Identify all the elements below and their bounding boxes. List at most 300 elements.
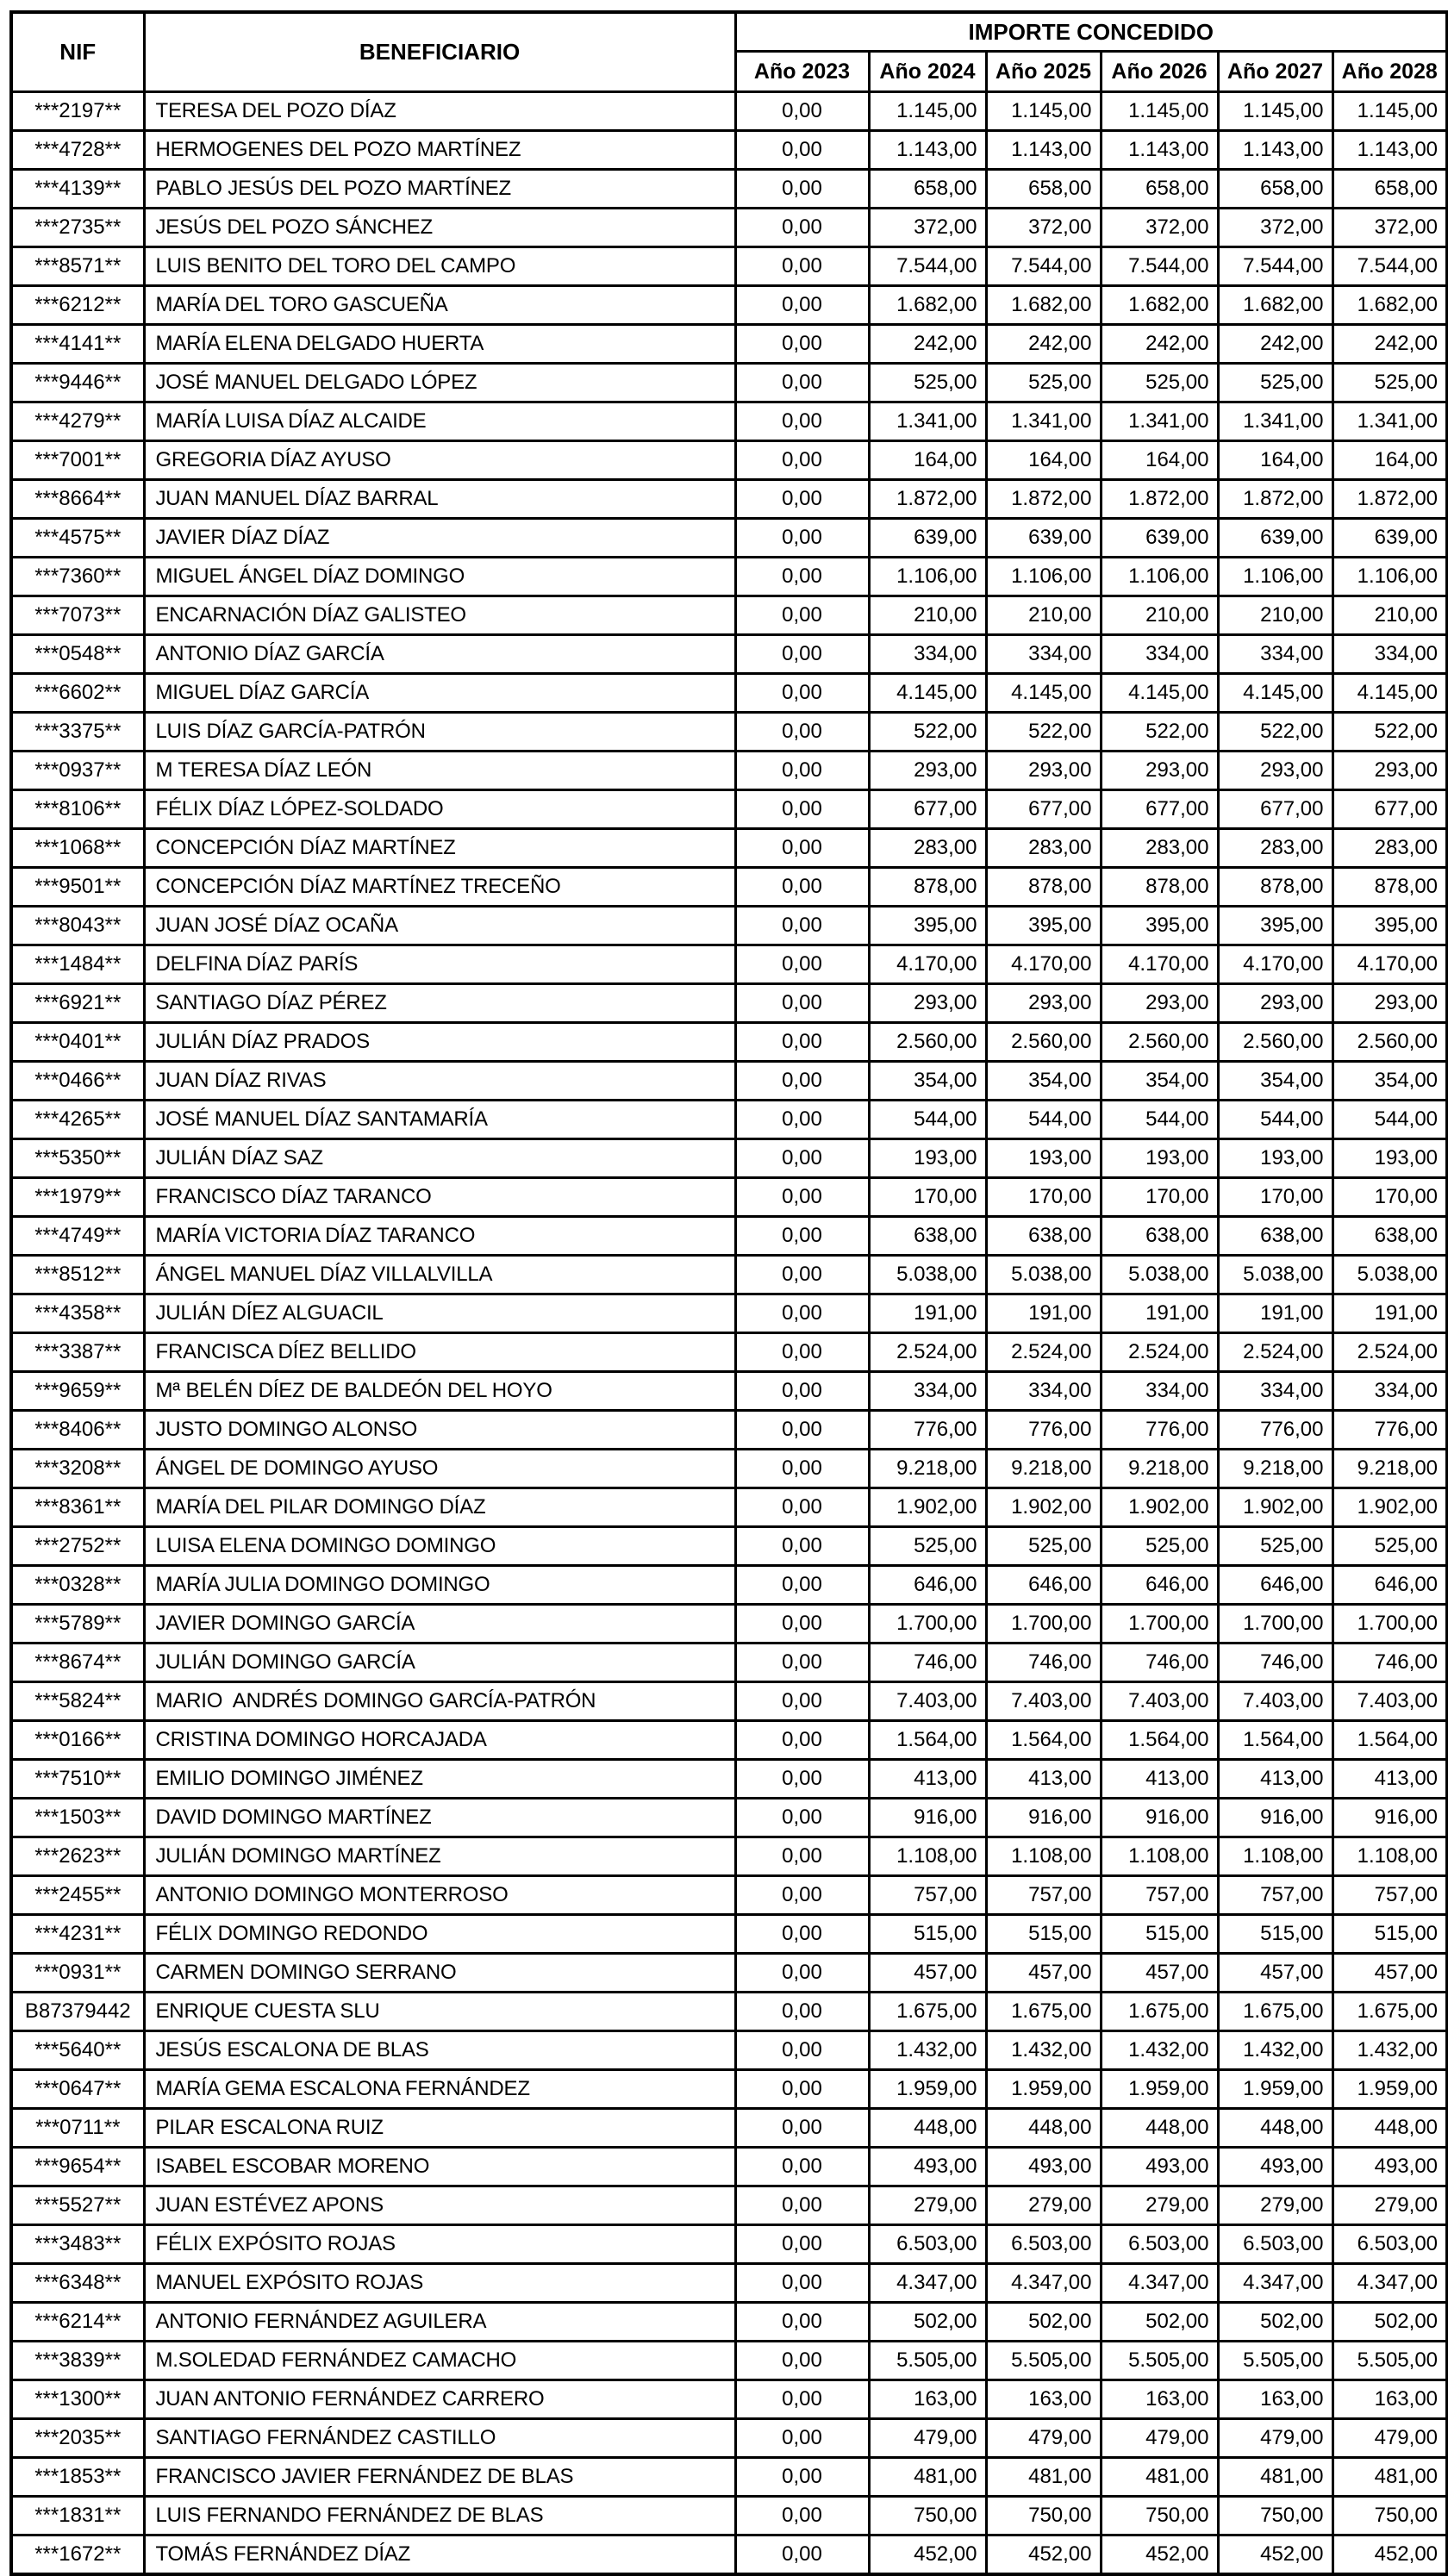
importe-cell: 522,00: [869, 713, 986, 752]
importe-cell: 413,00: [1101, 1760, 1218, 1799]
grants-table: [9, 10, 1448, 2576]
beneficiario-cell: JUAN DÍAZ RIVAS: [144, 1062, 735, 1101]
importe-cell: 0,00: [735, 325, 869, 364]
importe-cell: 1.106,00: [869, 558, 986, 596]
importe-cell: 916,00: [1218, 1799, 1333, 1837]
importe-cell: 7.544,00: [1333, 247, 1447, 286]
importe-cell: 525,00: [1101, 364, 1218, 402]
beneficiario-cell: JESÚS DEL POZO SÁNCHEZ: [144, 209, 735, 247]
beneficiario-cell: LUISA ELENA DOMINGO DOMINGO: [144, 1527, 735, 1566]
beneficiario-cell: JULIÁN DÍEZ ALGUACIL: [144, 1294, 735, 1333]
importe-cell: 750,00: [986, 2497, 1101, 2535]
importe-cell: 0,00: [735, 286, 869, 325]
header-row-top: [11, 12, 1447, 52]
importe-cell: 0,00: [735, 1488, 869, 1527]
importe-cell: 757,00: [986, 1876, 1101, 1915]
importe-cell: 0,00: [735, 907, 869, 945]
beneficiario-cell: DAVID DOMINGO MARTÍNEZ: [144, 1799, 735, 1837]
importe-cell: 1.432,00: [986, 2031, 1101, 2070]
importe-cell: 1.675,00: [1218, 1993, 1333, 2031]
nif-cell: ***9446**: [11, 364, 144, 402]
importe-cell: 7.403,00: [986, 1682, 1101, 1721]
beneficiario-cell: FRANCISCO DÍAZ TARANCO: [144, 1178, 735, 1217]
nif-cell: ***2752**: [11, 1527, 144, 1566]
importe-cell: 6.503,00: [1218, 2225, 1333, 2264]
importe-cell: 1.145,00: [1101, 92, 1218, 131]
importe-cell: 279,00: [986, 2186, 1101, 2225]
importe-cell: 525,00: [986, 1527, 1101, 1566]
importe-cell: 372,00: [1101, 209, 1218, 247]
importe-cell: 1.108,00: [986, 1837, 1101, 1876]
table-row: [11, 984, 1447, 1023]
importe-cell: 1.902,00: [869, 1488, 986, 1527]
importe-cell: 0,00: [735, 1023, 869, 1062]
importe-cell: 0,00: [735, 402, 869, 441]
nif-cell: ***0937**: [11, 752, 144, 790]
importe-cell: 481,00: [1101, 2458, 1218, 2497]
beneficiario-cell: MIGUEL ÁNGEL DÍAZ DOMINGO: [144, 558, 735, 596]
importe-cell: 0,00: [735, 92, 869, 131]
importe-cell: 522,00: [1101, 713, 1218, 752]
importe-cell: 4.347,00: [1218, 2264, 1333, 2303]
nif-cell: ***9659**: [11, 1372, 144, 1411]
importe-cell: 9.218,00: [986, 1450, 1101, 1488]
importe-cell: 334,00: [1101, 635, 1218, 674]
nif-cell: ***4728**: [11, 131, 144, 170]
beneficiario-cell: MARÍA LUISA DÍAZ ALCAIDE: [144, 402, 735, 441]
importe-cell: 0,00: [735, 790, 869, 829]
nif-cell: ***4749**: [11, 1217, 144, 1256]
importe-cell: 170,00: [1218, 1178, 1333, 1217]
importe-cell: 1.341,00: [1101, 402, 1218, 441]
beneficiario-cell: MARÍA GEMA ESCALONA FERNÁNDEZ: [144, 2070, 735, 2109]
beneficiario-cell: ÁNGEL DE DOMINGO AYUSO: [144, 1450, 735, 1488]
importe-cell: 0,00: [735, 1450, 869, 1488]
col-header-ano-2025: Año 2025: [986, 52, 1101, 92]
importe-cell: 164,00: [869, 441, 986, 480]
importe-cell: 1.432,00: [1101, 2031, 1218, 2070]
importe-cell: 525,00: [1218, 364, 1333, 402]
importe-cell: 638,00: [1101, 1217, 1218, 1256]
importe-cell: 2.524,00: [1218, 1333, 1333, 1372]
importe-cell: 916,00: [1101, 1799, 1218, 1837]
importe-cell: 0,00: [735, 2497, 869, 2535]
importe-cell: 0,00: [735, 364, 869, 402]
nif-cell: ***9654**: [11, 2148, 144, 2186]
importe-cell: 1.341,00: [869, 402, 986, 441]
nif-cell: ***6348**: [11, 2264, 144, 2303]
table-row: [11, 2070, 1447, 2109]
table-row: [11, 2264, 1447, 2303]
beneficiario-cell: JULIÁN DOMINGO GARCÍA: [144, 1644, 735, 1682]
beneficiario-cell: JUAN MANUEL DÍAZ BARRAL: [144, 480, 735, 519]
nif-cell: ***0166**: [11, 1721, 144, 1760]
importe-cell: 0,00: [735, 247, 869, 286]
importe-cell: 1.682,00: [869, 286, 986, 325]
importe-cell: 283,00: [1101, 829, 1218, 868]
table-row: [11, 325, 1447, 364]
col-header-beneficiario: BENEFICIARIO: [144, 12, 735, 92]
table-row: [11, 1333, 1447, 1372]
beneficiario-cell: CONCEPCIÓN DÍAZ MARTÍNEZ TRECEÑO: [144, 868, 735, 907]
importe-cell: 242,00: [1218, 325, 1333, 364]
importe-cell: 0,00: [735, 984, 869, 1023]
importe-cell: 193,00: [869, 1139, 986, 1178]
nif-cell: ***1831**: [11, 2497, 144, 2535]
importe-cell: 191,00: [986, 1294, 1101, 1333]
nif-cell: ***3483**: [11, 2225, 144, 2264]
importe-cell: 0,00: [735, 1605, 869, 1644]
importe-cell: 0,00: [735, 945, 869, 984]
importe-cell: 776,00: [1218, 1411, 1333, 1450]
importe-cell: 413,00: [1333, 1760, 1447, 1799]
importe-cell: 452,00: [1101, 2535, 1218, 2575]
importe-cell: 757,00: [1333, 1876, 1447, 1915]
nif-cell: ***6214**: [11, 2303, 144, 2342]
nif-cell: ***0647**: [11, 2070, 144, 2109]
table-row: [11, 2535, 1447, 2575]
table-body: [11, 92, 1447, 2575]
importe-cell: 0,00: [735, 2303, 869, 2342]
importe-cell: 293,00: [986, 752, 1101, 790]
importe-cell: 493,00: [1101, 2148, 1218, 2186]
importe-cell: 878,00: [1101, 868, 1218, 907]
importe-cell: 544,00: [1333, 1101, 1447, 1139]
nif-cell: ***1484**: [11, 945, 144, 984]
importe-cell: 916,00: [986, 1799, 1101, 1837]
beneficiario-cell: LUIS BENITO DEL TORO DEL CAMPO: [144, 247, 735, 286]
importe-cell: 0,00: [735, 1062, 869, 1101]
table-row: [11, 2303, 1447, 2342]
importe-cell: 525,00: [869, 364, 986, 402]
nif-cell: ***4231**: [11, 1915, 144, 1954]
importe-cell: 279,00: [1333, 2186, 1447, 2225]
importe-cell: 2.524,00: [1101, 1333, 1218, 1372]
beneficiario-cell: Mª BELÉN DÍEZ DE BALDEÓN DEL HOYO: [144, 1372, 735, 1411]
nif-cell: ***6921**: [11, 984, 144, 1023]
importe-cell: 4.170,00: [1218, 945, 1333, 984]
importe-cell: 354,00: [1333, 1062, 1447, 1101]
table-row: [11, 829, 1447, 868]
importe-cell: 0,00: [735, 1566, 869, 1605]
importe-cell: 4.170,00: [1101, 945, 1218, 984]
importe-cell: 2.560,00: [1333, 1023, 1447, 1062]
importe-cell: 354,00: [1218, 1062, 1333, 1101]
importe-cell: 395,00: [869, 907, 986, 945]
nif-cell: ***1300**: [11, 2380, 144, 2419]
importe-cell: 5.505,00: [1333, 2342, 1447, 2380]
beneficiario-cell: JUAN JOSÉ DÍAZ OCAÑA: [144, 907, 735, 945]
table-row: [11, 1023, 1447, 1062]
importe-cell: 395,00: [1333, 907, 1447, 945]
beneficiario-cell: JULIÁN DÍAZ SAZ: [144, 1139, 735, 1178]
importe-cell: 493,00: [1333, 2148, 1447, 2186]
beneficiario-cell: FÉLIX DOMINGO REDONDO: [144, 1915, 735, 1954]
importe-cell: 677,00: [869, 790, 986, 829]
importe-cell: 279,00: [1101, 2186, 1218, 2225]
importe-cell: 170,00: [986, 1178, 1101, 1217]
importe-cell: 7.403,00: [869, 1682, 986, 1721]
importe-cell: 0,00: [735, 131, 869, 170]
importe-cell: 9.218,00: [1218, 1450, 1333, 1488]
nif-cell: ***6602**: [11, 674, 144, 713]
nif-cell: ***2035**: [11, 2419, 144, 2458]
importe-cell: 372,00: [1333, 209, 1447, 247]
beneficiario-cell: ISABEL ESCOBAR MORENO: [144, 2148, 735, 2186]
table-row: [11, 1256, 1447, 1294]
importe-cell: 646,00: [1333, 1566, 1447, 1605]
importe-cell: 4.145,00: [1101, 674, 1218, 713]
importe-cell: 334,00: [1218, 1372, 1333, 1411]
importe-cell: 0,00: [735, 2458, 869, 2497]
importe-cell: 0,00: [735, 2380, 869, 2419]
importe-cell: 750,00: [1333, 2497, 1447, 2535]
importe-cell: 0,00: [735, 1682, 869, 1721]
importe-cell: 283,00: [1333, 829, 1447, 868]
importe-cell: 1.108,00: [869, 1837, 986, 1876]
importe-cell: 1.959,00: [1333, 2070, 1447, 2109]
beneficiario-cell: JULIÁN DÍAZ PRADOS: [144, 1023, 735, 1062]
table-row: [11, 1411, 1447, 1450]
importe-cell: 1.564,00: [1101, 1721, 1218, 1760]
nif-cell: ***3387**: [11, 1333, 144, 1372]
importe-cell: 354,00: [986, 1062, 1101, 1101]
col-header-ano-2024: Año 2024: [869, 52, 986, 92]
beneficiario-cell: ENRIQUE CUESTA SLU: [144, 1993, 735, 2031]
importe-cell: 658,00: [869, 170, 986, 209]
importe-cell: 658,00: [986, 170, 1101, 209]
beneficiario-cell: SANTIAGO DÍAZ PÉREZ: [144, 984, 735, 1023]
nif-cell: ***7001**: [11, 441, 144, 480]
importe-cell: 448,00: [869, 2109, 986, 2148]
table-row: [11, 790, 1447, 829]
table-row: [11, 1372, 1447, 1411]
importe-cell: 0,00: [735, 713, 869, 752]
table-row: [11, 1101, 1447, 1139]
nif-cell: ***1853**: [11, 2458, 144, 2497]
importe-cell: 0,00: [735, 1837, 869, 1876]
nif-cell: ***0548**: [11, 635, 144, 674]
beneficiario-cell: JOSÉ MANUEL DELGADO LÓPEZ: [144, 364, 735, 402]
importe-cell: 334,00: [986, 1372, 1101, 1411]
importe-cell: 452,00: [869, 2535, 986, 2575]
importe-cell: 163,00: [1218, 2380, 1333, 2419]
importe-cell: 0,00: [735, 170, 869, 209]
beneficiario-cell: JUAN ESTÉVEZ APONS: [144, 2186, 735, 2225]
importe-cell: 1.682,00: [1333, 286, 1447, 325]
beneficiario-cell: MIGUEL DÍAZ GARCÍA: [144, 674, 735, 713]
importe-cell: 1.108,00: [1101, 1837, 1218, 1876]
table-row: [11, 558, 1447, 596]
importe-cell: 210,00: [869, 596, 986, 635]
beneficiario-cell: FÉLIX DÍAZ LÓPEZ-SOLDADO: [144, 790, 735, 829]
nif-cell: ***3839**: [11, 2342, 144, 2380]
importe-cell: 293,00: [869, 752, 986, 790]
importe-cell: 7.544,00: [986, 247, 1101, 286]
table-row: [11, 1721, 1447, 1760]
importe-cell: 448,00: [1333, 2109, 1447, 2148]
table-row: [11, 1915, 1447, 1954]
importe-cell: 334,00: [1101, 1372, 1218, 1411]
importe-cell: 1.145,00: [1218, 92, 1333, 131]
importe-cell: 9.218,00: [869, 1450, 986, 1488]
beneficiario-cell: DELFINA DÍAZ PARÍS: [144, 945, 735, 984]
importe-cell: 1.106,00: [986, 558, 1101, 596]
importe-cell: 0,00: [735, 2031, 869, 2070]
importe-cell: 1.902,00: [1218, 1488, 1333, 1527]
importe-cell: 293,00: [1101, 752, 1218, 790]
beneficiario-cell: MARIO ANDRÉS DOMINGO GARCÍA-PATRÓN: [144, 1682, 735, 1721]
beneficiario-cell: PILAR ESCALONA RUIZ: [144, 2109, 735, 2148]
table-row: [11, 1682, 1447, 1721]
table-row: [11, 1799, 1447, 1837]
importe-cell: 163,00: [869, 2380, 986, 2419]
importe-cell: 639,00: [869, 519, 986, 558]
table-row: [11, 1644, 1447, 1682]
importe-cell: 293,00: [1101, 984, 1218, 1023]
importe-cell: 1.959,00: [986, 2070, 1101, 2109]
importe-cell: 395,00: [986, 907, 1101, 945]
importe-cell: 502,00: [986, 2303, 1101, 2342]
nif-cell: ***8406**: [11, 1411, 144, 1450]
importe-cell: 750,00: [869, 2497, 986, 2535]
nif-cell: ***8361**: [11, 1488, 144, 1527]
table-row: [11, 92, 1447, 131]
importe-cell: 0,00: [735, 2342, 869, 2380]
importe-cell: 522,00: [986, 713, 1101, 752]
importe-cell: 5.505,00: [869, 2342, 986, 2380]
table-row: [11, 674, 1447, 713]
nif-cell: ***4575**: [11, 519, 144, 558]
importe-cell: 242,00: [1333, 325, 1447, 364]
importe-cell: 395,00: [1101, 907, 1218, 945]
importe-cell: 0,00: [735, 596, 869, 635]
importe-cell: 479,00: [1218, 2419, 1333, 2458]
importe-cell: 479,00: [1101, 2419, 1218, 2458]
importe-cell: 639,00: [1333, 519, 1447, 558]
table-row: [11, 2458, 1447, 2497]
table-row: [11, 868, 1447, 907]
importe-cell: 522,00: [1218, 713, 1333, 752]
importe-cell: 746,00: [1101, 1644, 1218, 1682]
table-row: [11, 2148, 1447, 2186]
table-row: [11, 1993, 1447, 2031]
importe-cell: 242,00: [869, 325, 986, 364]
importe-cell: 1.106,00: [1101, 558, 1218, 596]
importe-cell: 677,00: [1333, 790, 1447, 829]
importe-cell: 0,00: [735, 1333, 869, 1372]
importe-cell: 293,00: [986, 984, 1101, 1023]
importe-cell: 515,00: [1101, 1915, 1218, 1954]
importe-cell: 878,00: [869, 868, 986, 907]
importe-cell: 457,00: [1218, 1954, 1333, 1993]
importe-cell: 0,00: [735, 1760, 869, 1799]
beneficiario-cell: MARÍA JULIA DOMINGO DOMINGO: [144, 1566, 735, 1605]
importe-cell: 293,00: [869, 984, 986, 1023]
importe-cell: 283,00: [986, 829, 1101, 868]
col-header-ano-2026: Año 2026: [1101, 52, 1218, 92]
importe-cell: 502,00: [1218, 2303, 1333, 2342]
importe-cell: 638,00: [869, 1217, 986, 1256]
importe-cell: 1.959,00: [869, 2070, 986, 2109]
importe-cell: 544,00: [986, 1101, 1101, 1139]
table-row: [11, 2031, 1447, 2070]
importe-cell: 677,00: [986, 790, 1101, 829]
nif-cell: ***1503**: [11, 1799, 144, 1837]
importe-cell: 481,00: [1218, 2458, 1333, 2497]
importe-cell: 878,00: [1218, 868, 1333, 907]
importe-cell: 0,00: [735, 635, 869, 674]
importe-cell: 457,00: [1333, 1954, 1447, 1993]
importe-cell: 293,00: [1333, 752, 1447, 790]
table-row: [11, 1488, 1447, 1527]
importe-cell: 1.675,00: [869, 1993, 986, 2031]
importe-cell: 1.564,00: [1333, 1721, 1447, 1760]
importe-cell: 746,00: [1333, 1644, 1447, 1682]
importe-cell: 0,00: [735, 480, 869, 519]
table-row: [11, 2186, 1447, 2225]
importe-cell: 544,00: [1218, 1101, 1333, 1139]
importe-cell: 170,00: [869, 1178, 986, 1217]
importe-cell: 210,00: [1101, 596, 1218, 635]
table-row: [11, 2419, 1447, 2458]
nif-cell: ***0931**: [11, 1954, 144, 1993]
importe-cell: 457,00: [986, 1954, 1101, 1993]
importe-cell: 1.145,00: [1333, 92, 1447, 131]
importe-cell: 1.145,00: [986, 92, 1101, 131]
table-row: [11, 2225, 1447, 2264]
nif-cell: ***5350**: [11, 1139, 144, 1178]
importe-cell: 5.038,00: [1101, 1256, 1218, 1294]
importe-cell: 2.560,00: [1218, 1023, 1333, 1062]
importe-cell: 163,00: [1333, 2380, 1447, 2419]
importe-cell: 395,00: [1218, 907, 1333, 945]
importe-cell: 525,00: [1101, 1527, 1218, 1566]
importe-cell: 372,00: [869, 209, 986, 247]
table-row: [11, 519, 1447, 558]
importe-cell: 493,00: [986, 2148, 1101, 2186]
beneficiario-cell: MARÍA DEL TORO GASCUEÑA: [144, 286, 735, 325]
document-page: [9, 10, 1448, 2576]
nif-cell: ***3375**: [11, 713, 144, 752]
nif-cell: ***0328**: [11, 1566, 144, 1605]
importe-cell: 1.143,00: [986, 131, 1101, 170]
table-row: [11, 441, 1447, 480]
importe-cell: 191,00: [869, 1294, 986, 1333]
importe-cell: 1.143,00: [1333, 131, 1447, 170]
beneficiario-cell: ANTONIO DÍAZ GARCÍA: [144, 635, 735, 674]
nif-cell: ***7073**: [11, 596, 144, 635]
nif-cell: B87379442: [11, 1993, 144, 2031]
importe-cell: 1.872,00: [1218, 480, 1333, 519]
importe-cell: 544,00: [869, 1101, 986, 1139]
beneficiario-cell: LUIS DÍAZ GARCÍA-PATRÓN: [144, 713, 735, 752]
importe-cell: 293,00: [1218, 984, 1333, 1023]
importe-cell: 638,00: [1218, 1217, 1333, 1256]
importe-cell: 5.038,00: [986, 1256, 1101, 1294]
beneficiario-cell: MANUEL EXPÓSITO ROJAS: [144, 2264, 735, 2303]
nif-cell: ***4265**: [11, 1101, 144, 1139]
importe-cell: 0,00: [735, 1799, 869, 1837]
table-row: [11, 1760, 1447, 1799]
importe-cell: 1.872,00: [869, 480, 986, 519]
table-row: [11, 596, 1447, 635]
importe-cell: 1.700,00: [869, 1605, 986, 1644]
beneficiario-cell: JUAN ANTONIO FERNÁNDEZ CARRERO: [144, 2380, 735, 2419]
importe-cell: 0,00: [735, 1256, 869, 1294]
importe-cell: 7.544,00: [869, 247, 986, 286]
importe-cell: 0,00: [735, 1993, 869, 2031]
